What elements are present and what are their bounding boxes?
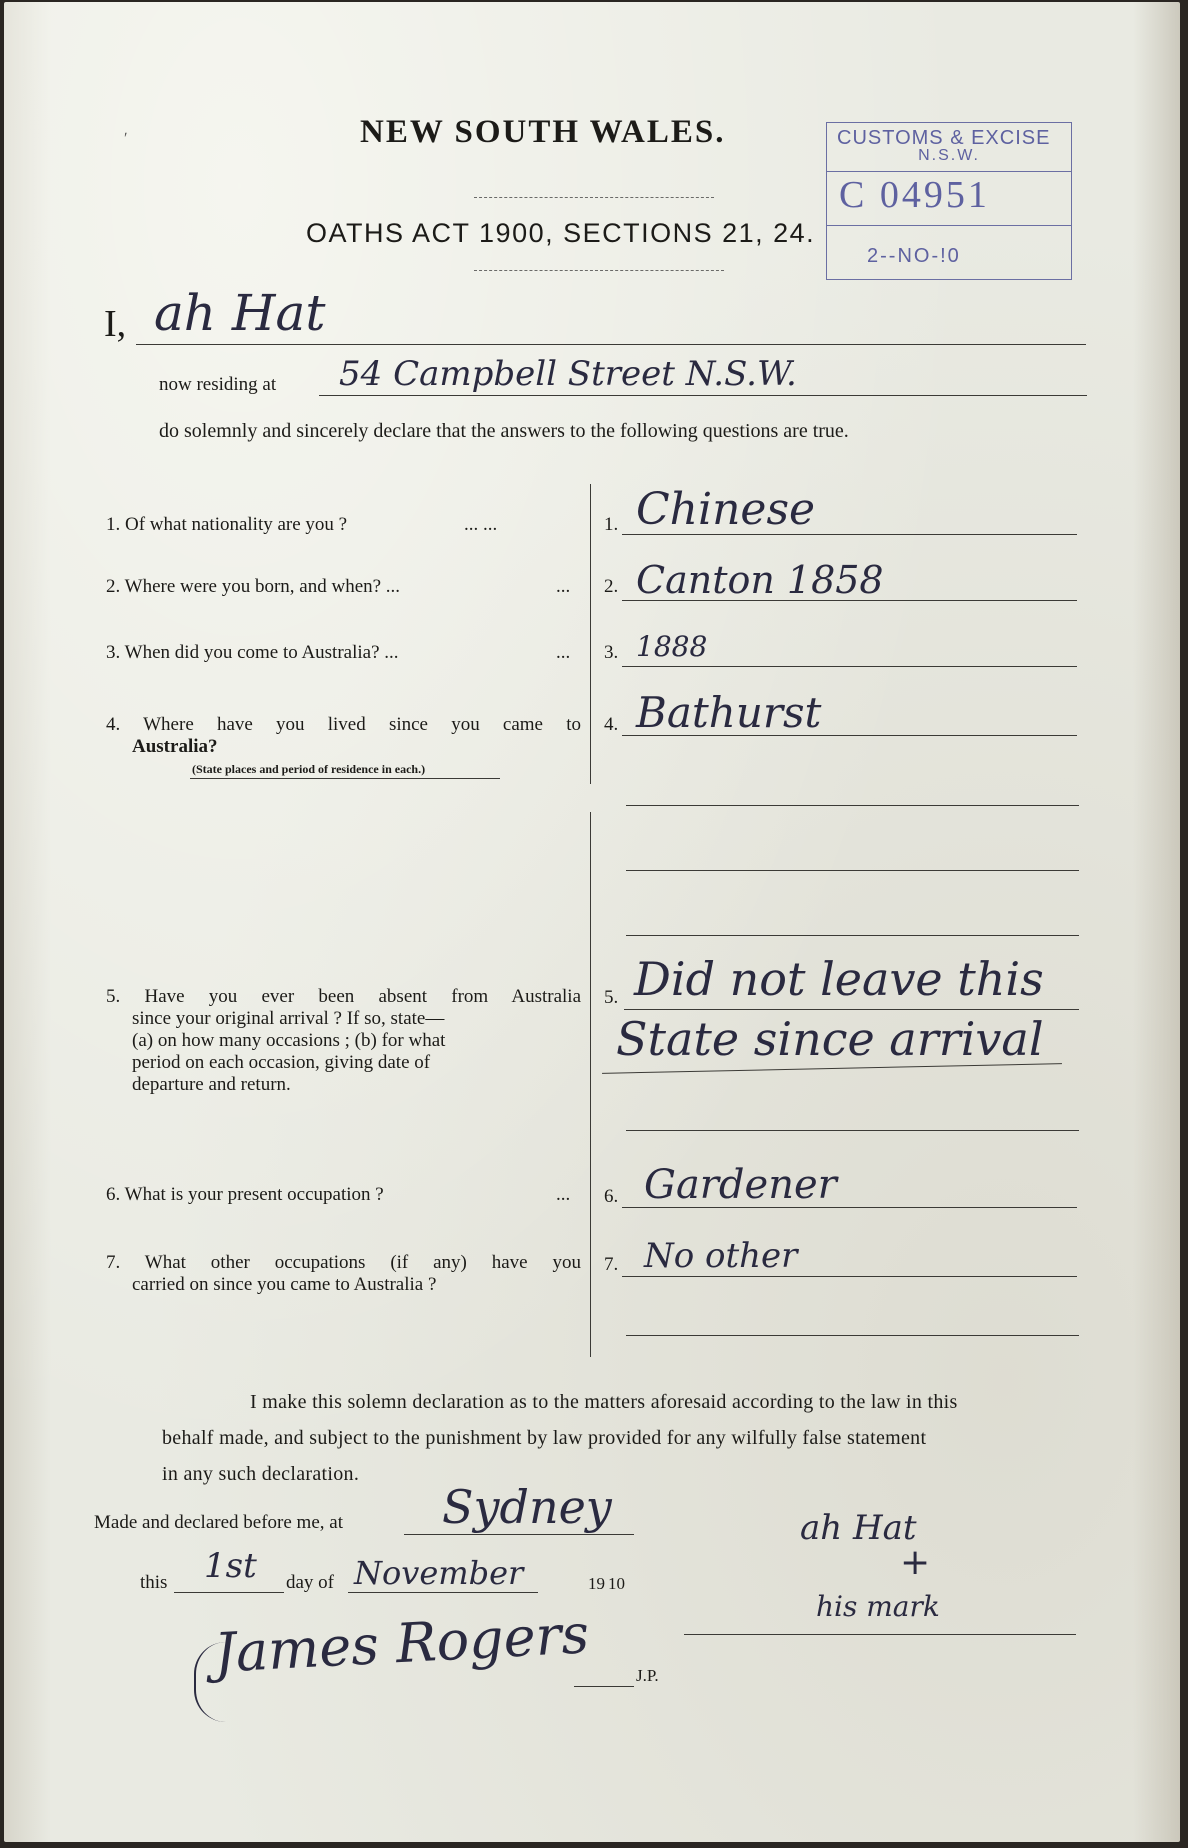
month-value: November — [354, 1554, 524, 1592]
form-title: NEW SOUTH WALES. — [360, 114, 726, 150]
declarant-signature-line — [684, 1634, 1076, 1635]
question-4-text-2: Australia? — [132, 736, 218, 757]
declarant-signature: ah Hat — [800, 1508, 917, 1548]
stamp-header-cell — [827, 123, 1071, 172]
name-line — [136, 344, 1086, 345]
question-5-line-1 — [106, 986, 581, 1008]
stamp-state: N.S.W. — [918, 147, 980, 164]
question-6-text: What is your present occupation ? — [124, 1184, 384, 1205]
address-line — [319, 395, 1087, 396]
closing-line-2: behalf made, and subject to the punishment by law provided for any wilfully false statement — [162, 1427, 927, 1449]
answer-5-line-3 — [626, 1130, 1079, 1131]
margin-mark: ʹ — [124, 130, 128, 147]
customs-stamp — [826, 122, 1072, 280]
answer-1-number: 1. — [604, 514, 619, 535]
name-prefix: I, — [104, 303, 127, 345]
jp-signature-flourish — [194, 1642, 226, 1722]
closing-line-1: I make this solemn declaration as to the matters aforesaid according to the law in this — [250, 1391, 958, 1413]
residing-label: now residing at — [159, 374, 277, 395]
question-4 — [106, 714, 581, 758]
question-5-text-2: since your original arrival ? If so, state— — [132, 1008, 445, 1029]
answer-6-number: 6. — [604, 1186, 619, 1207]
title-ornament-rule — [474, 197, 714, 198]
question-1-number: 1. — [106, 514, 121, 535]
declaration-text: do solemnly and sincerely declare that the answers to the following questions are true. — [159, 420, 849, 442]
question-4-note-underline — [190, 778, 500, 779]
answer-5-line — [624, 1009, 1079, 1010]
answer-2-number: 2. — [604, 576, 619, 597]
question-1 — [106, 514, 347, 536]
question-5 — [106, 986, 581, 1096]
question-3 — [106, 642, 399, 664]
closing-line-3: in any such declaration. — [162, 1463, 360, 1485]
question-6 — [106, 1184, 384, 1206]
question-1-leader: ... ... — [464, 514, 498, 535]
column-divider-top — [590, 484, 591, 784]
answer-3-line — [622, 666, 1077, 667]
declaration-form — [4, 2, 1180, 1842]
answer-4-line — [622, 735, 1077, 736]
question-5-text-3: (a) on how many occasions ; (b) for what — [132, 1030, 446, 1051]
answer-2-line — [622, 600, 1077, 601]
question-5-text-5: departure and return. — [132, 1074, 291, 1095]
question-7 — [106, 1252, 581, 1296]
answer-7-line — [622, 1276, 1077, 1277]
question-3-number: 3. — [106, 642, 121, 663]
year-prefix: 19 — [588, 1574, 605, 1593]
this-label: this — [140, 1572, 168, 1593]
answer-6-line — [622, 1207, 1077, 1208]
stamp-date: 2--NO-!0 — [867, 245, 961, 267]
answer-5-number: 5. — [604, 987, 619, 1008]
closing-statement — [162, 1384, 1092, 1492]
subtitle-ornament-rule — [474, 270, 724, 271]
answer-3-number: 3. — [604, 642, 619, 663]
answer-7-line-2 — [626, 1335, 1079, 1336]
answer-4-line-2 — [626, 805, 1079, 806]
column-divider-bottom — [590, 812, 591, 1357]
answer-4-value: Bathurst — [636, 688, 822, 737]
answer-1-value: Chinese — [636, 484, 816, 535]
question-1-text: Of what nationality are you ? — [125, 514, 348, 535]
question-7-text: What other occupations (if any) have you — [144, 1252, 581, 1273]
answer-7-number: 7. — [604, 1254, 619, 1275]
form-subtitle: OATHS ACT 1900, SECTIONS 21, 24. — [306, 218, 816, 248]
question-7-number: 7. — [106, 1252, 121, 1273]
answer-3-value: 1888 — [636, 630, 708, 663]
question-6-leader: ... — [556, 1184, 571, 1205]
mark-label: his mark — [816, 1590, 940, 1623]
day-line — [174, 1592, 284, 1593]
jp-signature: James Rogers — [212, 1602, 591, 1685]
answer-2-value: Canton 1858 — [636, 558, 884, 602]
question-3-leader: ... — [556, 642, 571, 663]
day-of-label: day of — [286, 1572, 335, 1593]
question-4-line-1 — [106, 714, 581, 736]
place-value: Sydney — [442, 1480, 612, 1534]
jp-label: J.P. — [636, 1666, 659, 1685]
answer-5-value-line-2: State since arrival — [616, 1012, 1044, 1066]
question-4-number: 4. — [106, 714, 121, 735]
question-3-text: When did you come to Australia? ... — [124, 642, 399, 663]
jp-line — [574, 1686, 634, 1687]
stamp-number-cell — [827, 173, 1071, 226]
declarant-name: ah Hat — [154, 284, 326, 342]
answer-7-value: No other — [644, 1236, 798, 1276]
question-7-text-2: carried on since you came to Australia ? — [132, 1274, 437, 1295]
month-line — [348, 1592, 538, 1593]
year-suffix: 10 — [608, 1574, 625, 1593]
question-2-number: 2. — [106, 576, 121, 597]
answer-1-line — [622, 534, 1077, 535]
question-5-text: Have you ever been absent from Australia — [144, 986, 581, 1007]
answer-4-line-4 — [626, 935, 1079, 936]
stamp-agency: CUSTOMS & EXCISE — [837, 127, 1051, 149]
question-4-text: Where have you lived since you came to — [143, 714, 581, 735]
place-line — [404, 1534, 634, 1535]
declarant-mark: + — [900, 1542, 931, 1583]
question-5-text-4: period on each occasion, giving date of — [132, 1052, 431, 1073]
question-5-number: 5. — [106, 986, 121, 1007]
made-declared-label: Made and declared before me, at — [94, 1512, 343, 1533]
question-7-line-1 — [106, 1252, 581, 1274]
question-2-leader: ... — [556, 576, 571, 597]
answer-4-line-3 — [626, 870, 1079, 871]
answer-6-value: Gardener — [644, 1162, 837, 1208]
question-6-number: 6. — [106, 1184, 121, 1205]
question-4-note: (State places and period of residence in each.) — [192, 762, 426, 776]
question-2 — [106, 576, 400, 598]
address-value: 54 Campbell Street N.S.W. — [339, 354, 797, 394]
day-value: 1st — [204, 1546, 257, 1586]
answer-4-number: 4. — [604, 714, 619, 735]
question-2-text: Where were you born, and when? ... — [124, 576, 401, 597]
answer-5-value-line-1: Did not leave this — [634, 952, 1044, 1006]
stamp-number: C 04951 — [839, 174, 990, 216]
